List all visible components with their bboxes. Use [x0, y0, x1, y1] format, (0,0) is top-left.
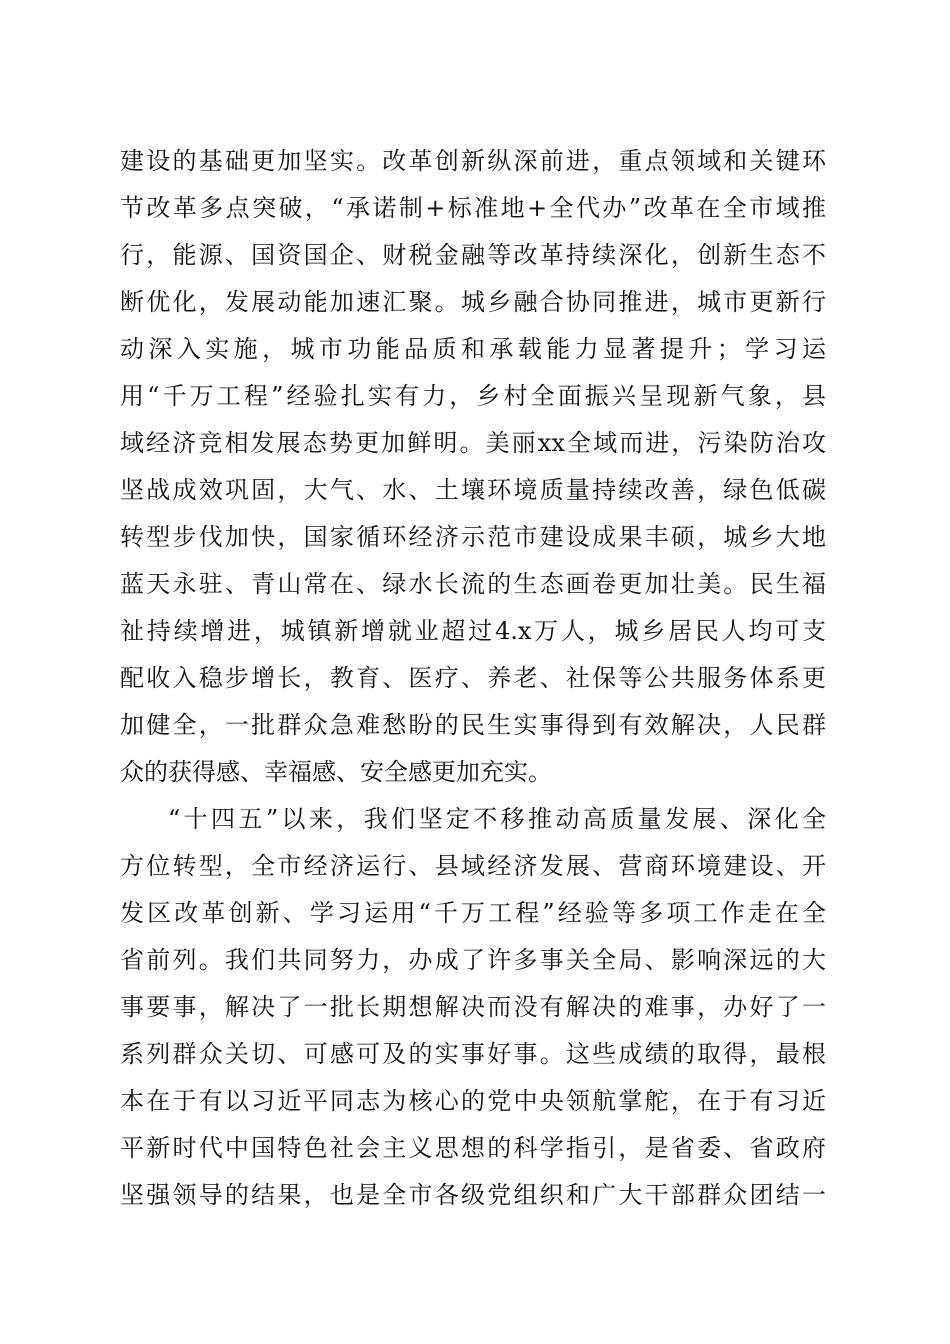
text-line: 系列群众关切、可感可及的实事好事。这些成绩的取得，最根 [120, 1040, 826, 1068]
text-line: 众的获得感、幸福感、安全感更加充实。 [120, 758, 552, 786]
text-line: 祉持续增进，城镇新增就业超过4.x万人，城乡居民人均可支 [120, 617, 826, 645]
text-line: “十四五”以来，我们坚定不移推动高质量发展、深化全 [168, 805, 826, 833]
text-line: 坚强领导的结果，也是全市各级党组织和广大干部群众团结一 [120, 1181, 826, 1209]
text-line: 配收入稳步增长，教育、医疗、养老、社保等公共服务体系更 [120, 664, 826, 692]
text-line: 事要事，解决了一批长期想解决而没有解决的难事，办好了一 [120, 993, 826, 1021]
text-line: 省前列。我们共同努力，办成了许多事关全局、影响深远的大 [120, 946, 826, 974]
text-line: 行，能源、国资国企、财税金融等改革持续深化，创新生态不 [120, 241, 826, 269]
text-line: 蓝天永驻、青山常在、绿水长流的生态画卷更加壮美。民生福 [120, 570, 826, 598]
body-text [120, 138, 826, 1219]
text-line: 转型步伐加快，国家循环经济示范市建设成果丰硕，城乡大地 [120, 523, 826, 551]
text-line: 方位转型，全市经济运行、县域经济发展、营商环境建设、开 [120, 852, 826, 880]
paragraph-1 [120, 138, 826, 796]
text-line: 动深入实施，城市功能品质和承载能力显著提升；学习运 [120, 335, 826, 363]
text-line: 建设的基础更加坚实。改革创新纵深前进，重点领域和关键环 [120, 147, 826, 175]
text-line: 本在于有以习近平同志为核心的党中央领航掌舵，在于有习近 [120, 1087, 826, 1115]
text-line: 域经济竞相发展态势更加鲜明。美丽xx全域而进，污染防治攻 [120, 429, 826, 457]
text-line: 节改革多点突破，“承诺制+标准地+全代办”改革在全市域推 [120, 194, 826, 222]
text-line: 断优化，发展动能加速汇聚。城乡融合协同推进，城市更新行 [120, 288, 826, 316]
text-line: 平新时代中国特色社会主义思想的科学指引，是省委、省政府 [120, 1134, 826, 1162]
text-line: 用“千万工程”经验扎实有力，乡村全面振兴呈现新气象，县 [120, 382, 826, 410]
paragraph-2 [120, 796, 826, 1219]
text-line: 加健全，一批群众急难愁盼的民生实事得到有效解决，人民群 [120, 711, 826, 739]
text-line: 坚战成效巩固，大气、水、土壤环境质量持续改善，绿色低碳 [120, 476, 826, 504]
text-line: 发区改革创新、学习运用“千万工程”经验等多项工作走在全 [120, 899, 826, 927]
